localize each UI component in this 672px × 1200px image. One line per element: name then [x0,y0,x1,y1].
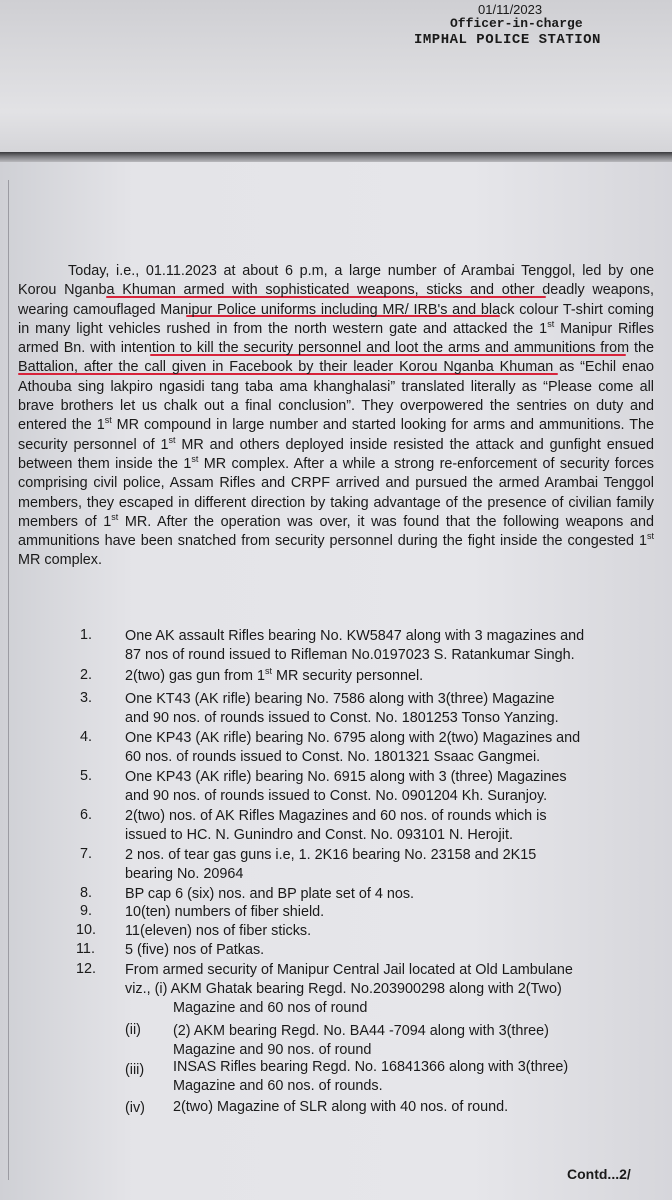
header-station: IMPHAL POLICE STATION [414,32,601,48]
list-item-number: 8. [80,885,93,901]
ordinal-suffix: st [104,415,112,426]
list-item-line: 5 (five) nos of Patkas. [125,942,265,958]
intro-text: after the call given in Facebook by their leader Korou Nganba Khuman as “Echil enao Athouba sing lakpiro ngasidi tang taba ama khanghalasi” translated literally as “Please come all brave brothers let us chalk out a final conclusion”. They overpowered the sentries on duty and entered the 1 [18,359,654,434]
list-item-line: BP cap 6 (six) nos. and BP plate set of 4 nos. [125,886,415,902]
list-item-line: 2(two) gas gun from 1st MR security personnel. [125,666,424,684]
intro-text: MR complex. [18,552,102,569]
header-officer-title: Officer-in-charge [450,16,583,31]
list-item-line: One KP43 (AK rifle) bearing No. 6795 along with 2(two) Magazines and [125,730,581,746]
ordinal-suffix: st [646,531,654,542]
intro-text: MR. After the operation was over, it was found that the following weapons and ammunitions have been snatched from security personnel during the fight inside the congested 1 [18,513,654,550]
list-item-line: 11(eleven) nos of fiber sticks. [125,923,312,939]
sub-item-line: (2) AKM bearing Regd. No. BA44 -7094 along with 3(three) [173,1023,549,1039]
ordinal-suffix: st [168,434,176,445]
list-item-number: 1. [80,627,93,643]
intro-text: MR compound in large number and started looking for arms and ammunitions. The security personnel of 1 [18,417,655,453]
list-item-line: viz., (i) AKM Ghatak bearing Regd. No.203900298 along with 2(Two) [125,981,562,997]
list-item-line: One KP43 (AK rifle) bearing No. 6915 along with 3 (three) Magazines [125,769,567,785]
list-item-line: 10(ten) numbers of fiber shield. [125,904,325,920]
sub-item-number: (iv) [125,1100,145,1116]
intro-text: including MR/ IRB's and black colour T-shirt coming in many light vehicles rushed in from the north western gate and [18,301,654,337]
continued-note: Contd...2/ [567,1166,631,1182]
sub-item-line: INSAS Rifles bearing Regd. No. 16841366 along with 3(three) [173,1059,569,1075]
list-item-line: One AK assault Rifles bearing No. KW5847 along with 3 magazines and [125,628,585,644]
list-item-line: One KT43 (AK rifle) bearing No. 7586 along with 3(three) Magazine [125,691,555,707]
list-item-line: Magazine and 60 nos of round [173,1000,368,1016]
list-item-line: From armed security of Manipur Central Jail located at Old Lambulane [125,962,573,978]
intro-text: MR and others deployed inside resisted the attack and gunfight ensued between them inside the 1 [18,436,654,472]
list-item-line: 87 nos of round issued to Rifleman No.0197023 S. Ratankumar Singh. [125,647,575,663]
header-date: 01/11/2023 [478,2,543,17]
ordinal-suffix: st [191,454,199,465]
list-item-line: issued to HC. N. Gunindro and Const. No. 093101 N. Herojit. [125,827,513,843]
list-item-number: 11. [76,941,95,957]
list-item-number: 5. [80,768,93,784]
list-item-line: 2 nos. of tear gas guns i.e, 1. 2K16 bearing No. 23158 and 2K15 [125,847,537,863]
highlighted-text: wearing camouflaged Manipur Police uniforms [18,301,317,318]
sub-item-line: 2(two) Magazine of SLR along with 40 nos. of round. [173,1099,509,1115]
list-item-number: 3. [80,690,93,706]
highlighted-text: attacked the 1 [452,320,548,337]
intro-text: Today, i.e., 01.11.2023 at about 6 p.m, a large number of Arambai Tenggol, led by one [68,263,654,279]
sub-item-line: Magazine and 60 nos. of rounds. [173,1078,383,1094]
ordinal-suffix: st [111,512,119,523]
list-item-line: 60 nos. of rounds issued to Const. No. 1801321 Ssaac Gangmei. [125,749,541,765]
list-item-number: 10. [76,922,97,938]
sub-item-number: (iii) [125,1062,145,1078]
highlighted-text: Korou Nganba Khuman armed with sophisticated weapons, [18,282,419,299]
intro-text: sticks and other deadly weapons, [418,282,654,299]
ordinal-suffix: st [547,319,555,330]
list-item-line: bearing No. 20964 [125,866,244,882]
list-item-number: 12. [76,961,97,977]
highlighted-text: Manipur Rifles armed Bn. with intention to kill the security personnel and loot the arms and ammunitions from the Battalion, [18,320,655,376]
sub-item-number: (ii) [125,1022,141,1038]
list-item-line: and 90 nos. of rounds issued to Const. No. 1801253 Tonso Yanzing. [125,710,559,726]
intro-text: MR complex. After a while a strong re-enforcement of security forces comprising civil police, Assam Rifles and CRPF arrived and pursued the armed Arambai Tenggol members, they escaped in different direction by taking advantage of the presence of civilian family members of 1 [18,455,654,530]
list-item-line: 2(two) nos. of AK Rifles Magazines and 60 nos. of rounds which is [125,808,547,824]
sub-item-line: Magazine and 90 nos. of round [173,1042,372,1058]
list-item-number: 4. [80,729,93,745]
list-item-number: 2. [80,667,93,683]
list-item-number: 7. [80,846,93,862]
list-item-number: 9. [80,903,93,919]
list-item-line: and 90 nos. of rounds issued to Const. No. 0901204 Kh. Suranjoy. [125,788,548,804]
list-item-number: 6. [80,807,93,823]
